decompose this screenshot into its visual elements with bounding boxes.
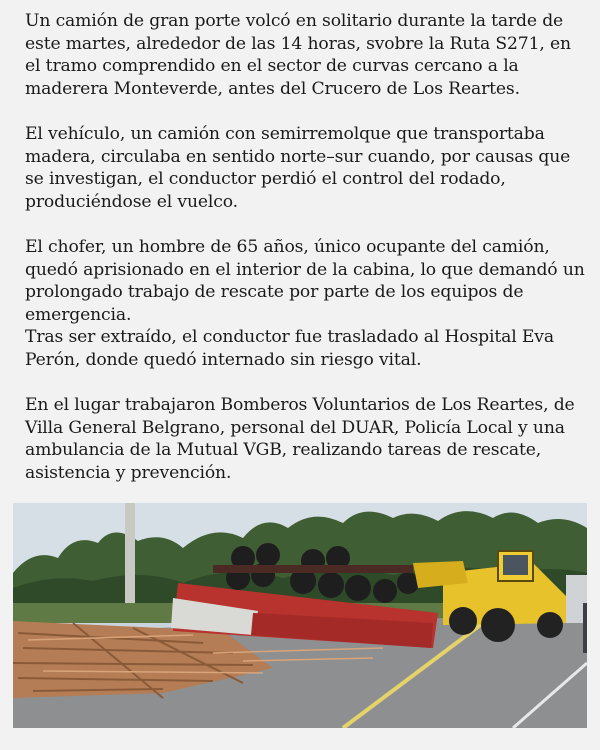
article-body <box>13 10 588 507</box>
accident-photo <box>13 503 587 728</box>
utility-pole <box>125 503 135 613</box>
paragraph-emergency-services: En el lugar trabajaron Bomberos Voluntarios de Los Reartes, de Villa General Belgrano, personal del DUAR, Policía Local y una ambulancia de la Mutual VGB, realizando tareas de rescate, asistencia y prevención. <box>25 395 575 483</box>
accident-photo-illustration <box>13 503 587 728</box>
truck-chassis <box>213 565 413 573</box>
paragraph-accident-summary: Un camión de gran porte volcó en solitario durante la tarde de este martes, alrededor de las 14 horas, svobre la Ruta S271, en el tramo comprendido en el sector de curvas cercano a la maderera Monteverde, antes del Crucero de Los Reartes. <box>25 11 571 99</box>
paragraph-vehicle-description: El vehículo, un camión con semirremolque que transportaba madera, circulaba en sentido norte–sur cuando, por causas que se investigan, el conductor perdió el control del rodado, produciéndose el vuelco. <box>25 123 571 212</box>
paragraph-hospital-transfer: Tras ser extraído, el conductor fue trasladado al Hospital Eva Perón, donde quedó internado sin riesgo vital. <box>25 327 554 370</box>
parked-car <box>583 603 587 653</box>
paragraph-driver-rescue: El chofer, un hombre de 65 años, único ocupante del camión, quedó aprisionado en el interior de la cabina, lo que demandó un prolongado trabajo de rescate por parte de los equipos de emergencia. <box>25 236 585 325</box>
